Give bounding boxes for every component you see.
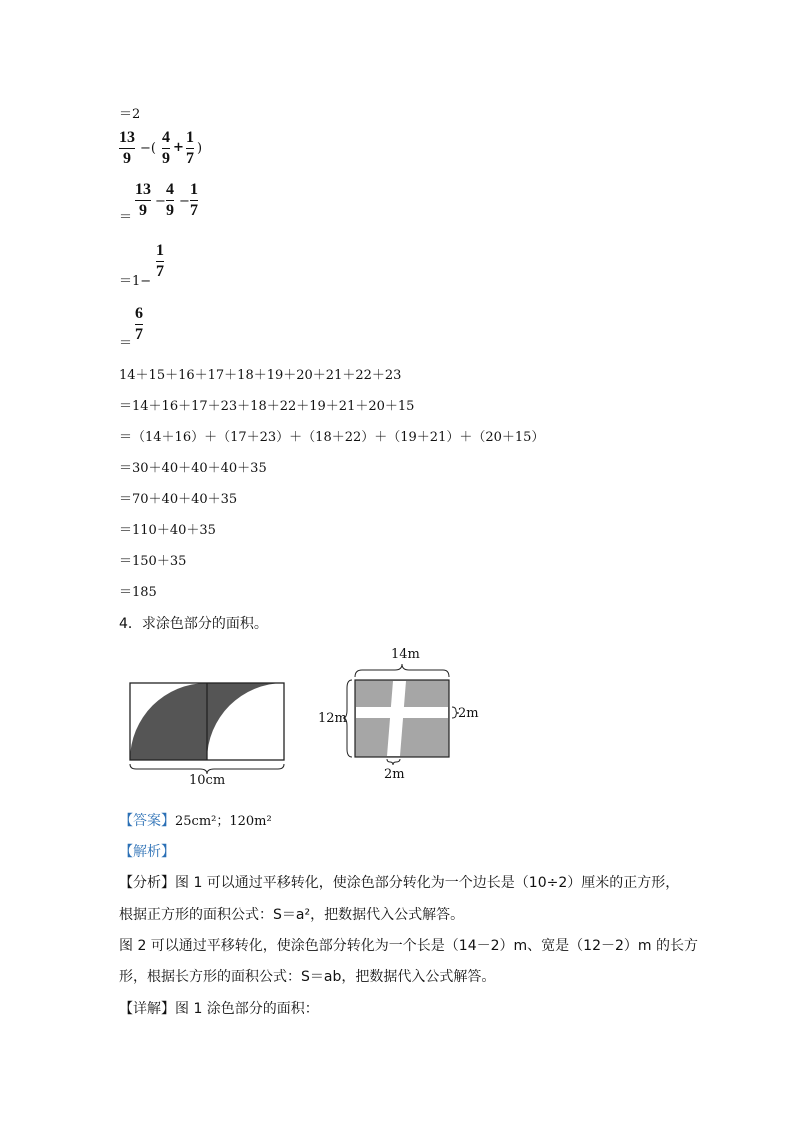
top-brace bbox=[355, 664, 449, 677]
shaded-corner-right bbox=[207, 683, 284, 760]
minus-paren: −( bbox=[140, 141, 156, 156]
figure-1-width-label: 10cm bbox=[189, 773, 226, 788]
fenxi-line-1 bbox=[119, 872, 679, 892]
result-line: ＝2 bbox=[119, 107, 141, 122]
answer-tag: 【答案】 bbox=[119, 813, 175, 829]
fraction-4-9: 4 9 bbox=[166, 181, 174, 219]
fraction-13-9: 13 9 bbox=[119, 129, 135, 167]
answer-line bbox=[119, 810, 272, 830]
fenxi-line-4: 形，根据长方形的面积公式：S＝ab，把数据代入公式解答。 bbox=[119, 969, 496, 985]
question-title: 4．求涂色部分的面积。 bbox=[119, 616, 268, 632]
fenxi-line-3: 图 2 可以通过平移转化，使涂色部分转化为一个长是（14－2）m、宽是（12－2）m 的长方 bbox=[119, 938, 698, 954]
minus-sign: − bbox=[155, 194, 166, 209]
xiangjie-tag: 【详解】 bbox=[119, 1001, 175, 1017]
xiangjie-text: 图 1 涂色部分的面积： bbox=[175, 1001, 319, 1017]
fraction-1-7: 1 7 bbox=[186, 129, 194, 167]
fenxi-tag: 【分析】 bbox=[119, 875, 175, 891]
equals: ＝ bbox=[119, 210, 133, 225]
analysis-heading bbox=[119, 841, 175, 861]
calc-line: ＝150＋35 bbox=[119, 554, 187, 569]
fraction-13-9: 13 9 bbox=[135, 181, 151, 219]
calc-line: ＝（14＋16）＋（17＋23）＋（18＋22）＋（19＋21）＋（20＋15） bbox=[119, 430, 545, 445]
figure-2-right-label: 2m bbox=[458, 706, 479, 721]
calc-line: ＝185 bbox=[119, 585, 157, 600]
figure-2-left-label: 12m bbox=[318, 711, 347, 726]
figure-2-top-label: 14m bbox=[391, 647, 420, 662]
calc-line: ＝110＋40＋35 bbox=[119, 523, 216, 538]
minus-sign: − bbox=[179, 194, 190, 209]
plus-sign: + bbox=[173, 140, 184, 155]
equals: ＝ bbox=[119, 336, 133, 351]
figure-1 bbox=[120, 670, 295, 790]
fraction-1-7: 1 7 bbox=[190, 181, 198, 219]
calc-line: ＝30＋40＋40＋40＋35 bbox=[119, 461, 267, 476]
fenxi-line-2: 根据正方形的面积公式：S＝a²，把数据代入公式解答。 bbox=[119, 907, 465, 923]
calc-line: ＝14＋16＋17＋23＋18＋22＋19＋21＋20＋15 bbox=[119, 399, 415, 414]
figure-2-bottom-label: 2m bbox=[384, 767, 405, 782]
fraction-1-7: 1 7 bbox=[156, 242, 164, 280]
analysis-tag: 【解析】 bbox=[119, 844, 175, 860]
calc-line: ＝70＋40＋40＋35 bbox=[119, 492, 238, 507]
answer-text: 25cm²；120m² bbox=[175, 814, 272, 829]
shaded-quarter-left bbox=[130, 683, 207, 760]
fraction-6-7: 6 7 bbox=[135, 305, 143, 343]
fenxi-text: 图 1 可以通过平移转化，使涂色部分转化为一个边长是（10÷2）厘米的正方形， bbox=[175, 875, 680, 891]
calc-line: 14＋15＋16＋17＋18＋19＋20＋21＋22＋23 bbox=[119, 368, 402, 383]
fraction-4-9: 4 9 bbox=[162, 129, 170, 167]
close-paren: ) bbox=[197, 141, 203, 156]
bottom-brace bbox=[387, 759, 400, 765]
xiangjie-line bbox=[119, 998, 319, 1018]
equals-one-minus: ＝1− bbox=[119, 274, 152, 289]
